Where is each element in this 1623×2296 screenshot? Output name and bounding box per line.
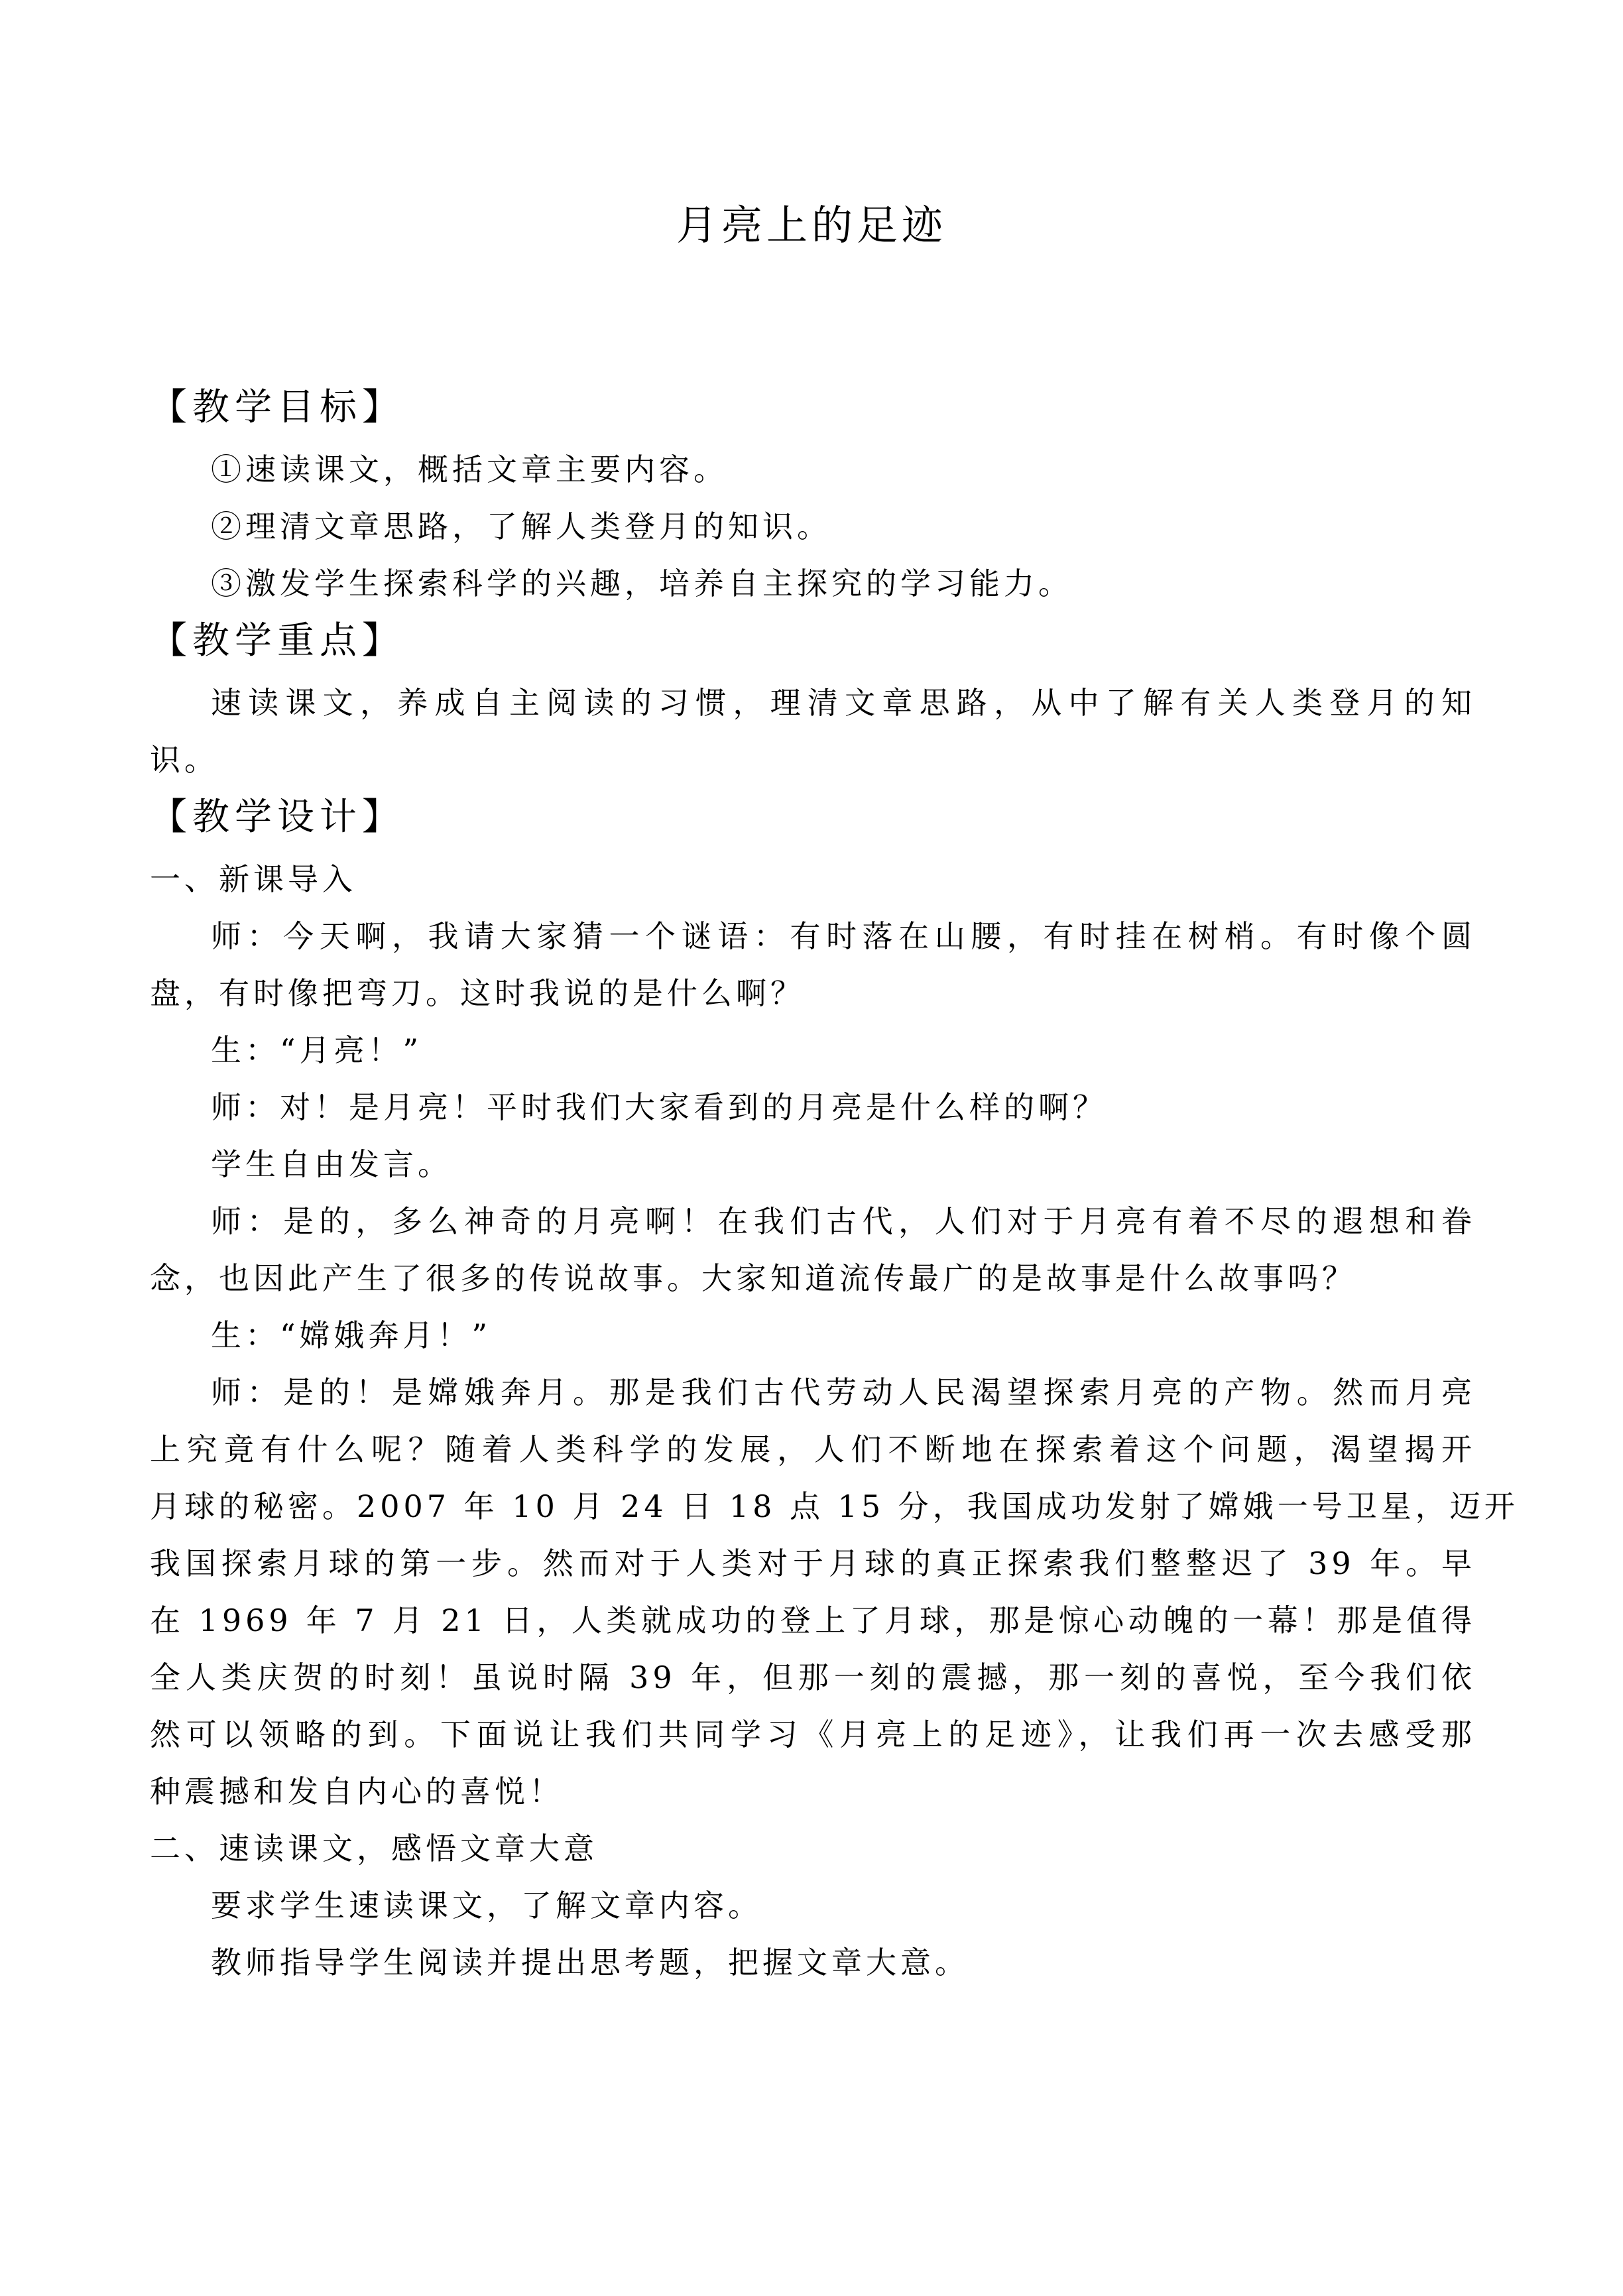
heading-teaching-focus: 【教学重点】 (150, 619, 404, 662)
dialogue-line: 师：对！是月亮！平时我们大家看到的月亮是什么样的啊？ (211, 1089, 1107, 1125)
dialogue-paragraph (150, 1199, 1476, 1301)
paragraph-line: 全人类庆贺的时刻！虽说时隔 39 年，但那一刻的震撼，那一刻的喜悦，至今我们依 (150, 1660, 1476, 1695)
paragraph-line: 月球的秘密。2007 年 10 月 24 日 18 点 15 分，我国成功发射了嫦娥一号卫星，迈开 (150, 1488, 1519, 1524)
document-title: 月亮上的足迹 (676, 201, 947, 249)
dialogue-line: 生：“嫦娥奔月！” (211, 1317, 492, 1353)
paragraph-line: 我国探索月球的第一步。然而对于人类对于月球的真正探索我们整整迟了 39 年。早 (150, 1545, 1476, 1581)
dialogue-line: 学生自由发言。 (211, 1146, 452, 1182)
goal-item: ②理清文章思路，了解人类登月的知识。 (211, 509, 831, 544)
body-line: 要求学生速读课文，了解文章内容。 (211, 1888, 762, 1923)
section-title: 一、新课导入 (150, 861, 357, 897)
paragraph-line: 识。 (150, 742, 219, 778)
paragraph-line: 师：是的，多么神奇的月亮啊！在我们古代，人们对于月亮有着不尽的遐想和眷 (211, 1203, 1476, 1239)
paragraph-line: 师：今天啊，我请大家猜一个谜语：有时落在山腰，有时挂在树梢。有时像个圆 (211, 918, 1476, 954)
goal-item: ①速读课文，概括文章主要内容。 (211, 452, 728, 487)
paragraph-line: 念，也因此产生了很多的传说故事。大家知道流传最广的是故事是什么故事吗？ (150, 1260, 1356, 1296)
heading-teaching-goals: 【教学目标】 (150, 386, 404, 429)
paragraph-line: 上究竟有什么呢？随着人类科学的发展，人们不断地在探索着这个问题，渴望揭开 (150, 1431, 1476, 1467)
paragraph-line: 盘，有时像把弯刀。这时我说的是什么啊？ (150, 975, 805, 1011)
body-line: 教师指导学生阅读并提出思考题，把握文章大意。 (211, 1945, 969, 1980)
dialogue-paragraph (150, 914, 1476, 1016)
focus-paragraph (150, 680, 1476, 782)
paragraph-line: 师：是的！是嫦娥奔月。那是我们古代劳动人民渴望探索月亮的产物。然而月亮 (211, 1374, 1476, 1410)
paragraph-line: 在 1969 年 7 月 21 日，人类就成功的登上了月球，那是惊心动魄的一幕！那是值得 (150, 1602, 1476, 1638)
dialogue-line: 生：“月亮！” (211, 1032, 423, 1068)
document-body (150, 385, 1519, 1997)
paragraph-line: 种震撼和发自内心的喜悦！ (150, 1774, 564, 1809)
goal-item: ③激发学生探索科学的兴趣，培养自主探究的学习能力。 (211, 566, 1073, 601)
dialogue-paragraph (150, 1370, 1519, 1814)
section-title: 二、速读课文，感悟文章大意 (150, 1831, 598, 1866)
paragraph-line: 然可以领略的到。下面说让我们共同学习《月亮上的足迹》，让我们再一次去感受那 (150, 1717, 1476, 1752)
paragraph-line: 速读课文，养成自主阅读的习惯，理清文章思路，从中了解有关人类登月的知 (211, 685, 1476, 721)
heading-teaching-design: 【教学设计】 (150, 796, 404, 839)
